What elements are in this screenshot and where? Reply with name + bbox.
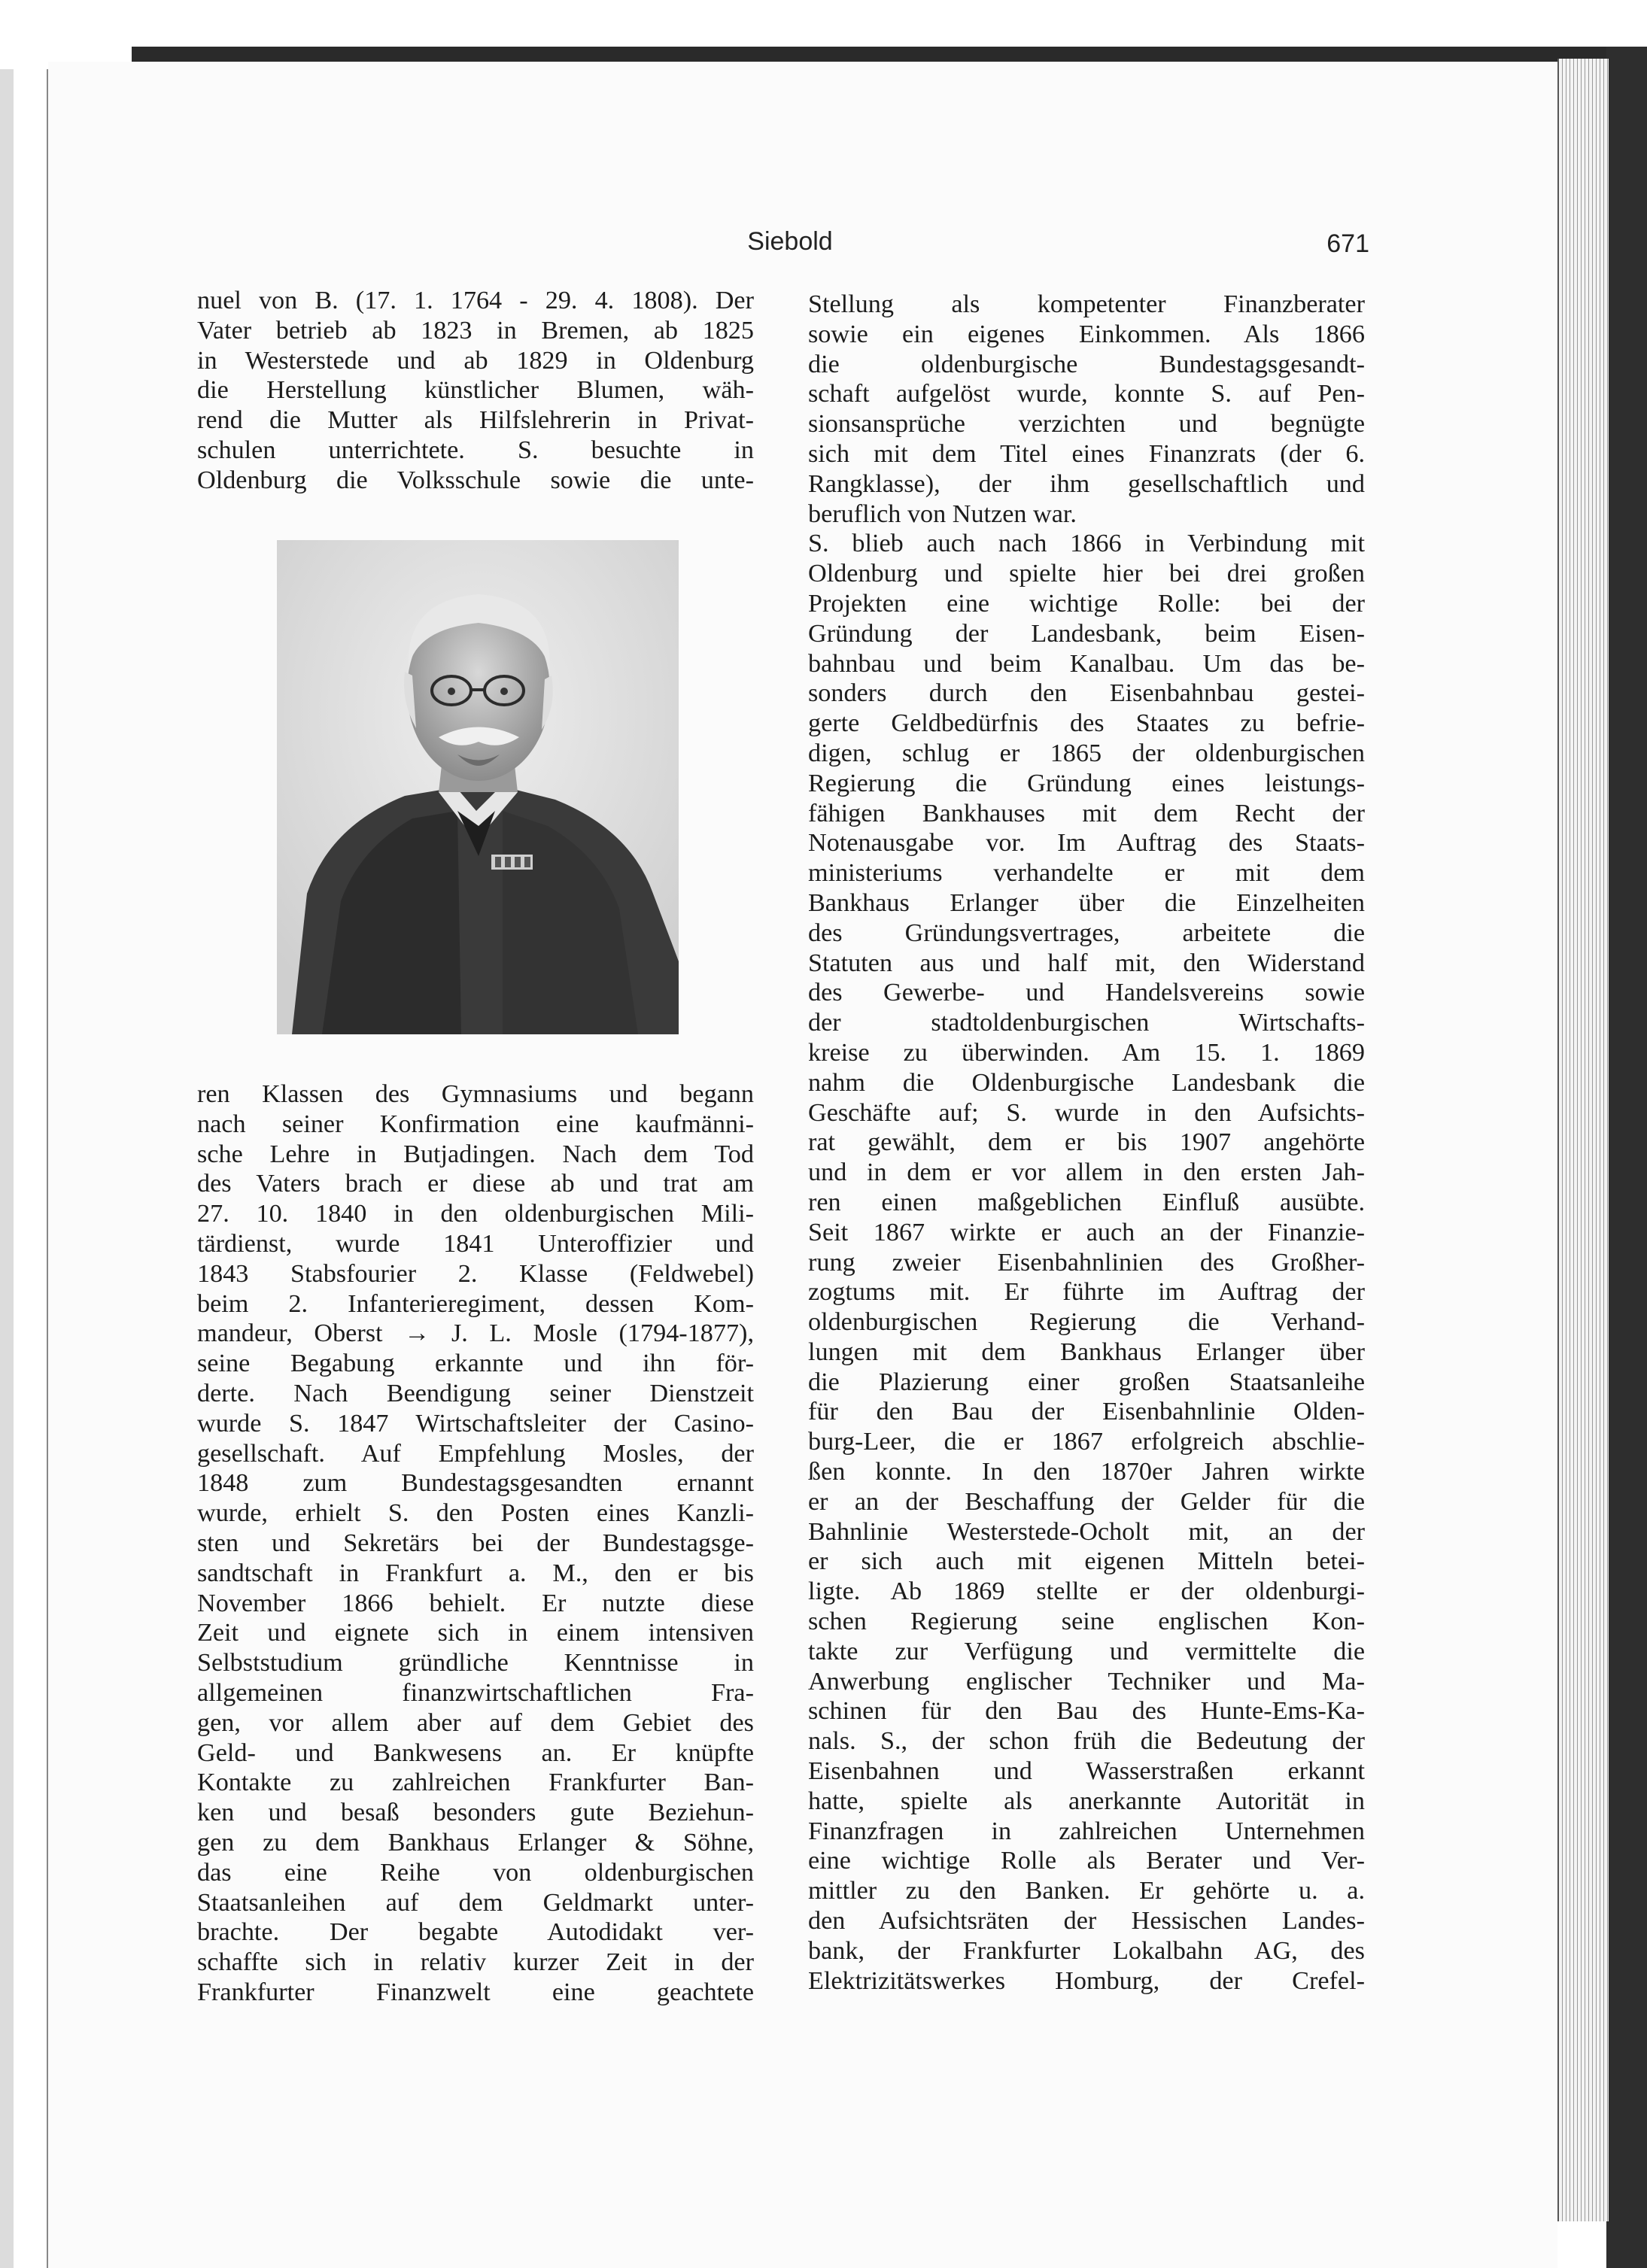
text-line: eine wichtige Rolle als Berater und Ver- <box>808 1847 1365 1875</box>
text-line: kreise zu überwinden. Am 15. 1. 1869 <box>808 1038 1365 1067</box>
text-line: sonders durch den Eisenbahnbau gestei- <box>808 679 1365 708</box>
portrait-photo-image <box>277 540 679 1034</box>
text-line: Regierung die Gründung eines leistungs- <box>808 769 1365 797</box>
text-line: Projekten eine wichtige Rolle: bei der <box>808 589 1365 618</box>
text-line: ligte. Ab 1869 stellte er der oldenburgi- <box>808 1577 1365 1606</box>
text-line: rung zweier Eisenbahnlinien des Großher- <box>808 1248 1365 1277</box>
book-cover-right-edge <box>1606 47 1647 2268</box>
text-line: ßen konnte. In den 1870er Jahren wirkte <box>808 1458 1365 1486</box>
text-line: ren einen maßgeblichen Einfluß ausübte. <box>808 1188 1365 1216</box>
text-line: zogtums mit. Er führte im Auftrag der <box>808 1278 1365 1307</box>
text-line: hatte, spielte als anerkannte Autorität in <box>808 1787 1365 1815</box>
text-line: tärdienst, wurde 1841 Unteroffizier und <box>197 1229 754 1258</box>
text-line: Elektrizitätswerkes Homburg, der Crefel- <box>808 1966 1365 1995</box>
text-line: schaft aufgelöst wurde, konnte S. auf Pen- <box>808 380 1365 408</box>
text-line: 27. 10. 1840 in den oldenburgischen Mili- <box>197 1200 754 1228</box>
text-line: Kontakte zu zahlreichen Frankfurter Ban- <box>197 1769 754 1797</box>
text-line: beruflich von Nutzen war. <box>808 499 1077 528</box>
text-line: allgemeinen finanzwirtschaftlichen Fra- <box>197 1678 754 1707</box>
text-line: des Gründungsvertrages, arbeitete die <box>808 918 1365 947</box>
text-line: sowie ein eigenes Einkommen. Als 1866 <box>808 320 1365 348</box>
text-line: Anwerbung englischer Techniker und Ma- <box>808 1667 1365 1696</box>
text-line: er an der Beschaffung der Gelder für die <box>808 1487 1365 1516</box>
text-line: er sich auch mit eigenen Mitteln betei- <box>808 1547 1365 1576</box>
text-line: in Westerstede und ab 1829 in Oldenburg <box>197 346 754 375</box>
text-line: Bahnlinie Westerstede-Ocholt mit, an der <box>808 1517 1365 1546</box>
text-line: schaffte sich in relativ kurzer Zeit in der <box>197 1948 754 1977</box>
text-line: gen zu dem Bankhaus Erlanger & Söhne, <box>197 1828 754 1857</box>
text-line: nuel von B. (17. 1. 1764 - 29. 4. 1808). Der <box>197 287 754 314</box>
text-line: den Aufsichtsräten der Hessischen Landes- <box>808 1907 1365 1936</box>
text-line: 1843 Stabsfourier 2. Klasse (Feldwebel) <box>197 1259 754 1288</box>
text-line: und in dem er vor allem in den ersten Jah- <box>808 1158 1365 1187</box>
text-line: Bankhaus Erlanger über die Einzelheiten <box>808 888 1365 917</box>
running-head: Siebold <box>747 227 833 256</box>
text-line: ren Klassen des Gymnasiums und begann <box>197 1080 754 1108</box>
left-column-top-text <box>197 286 754 496</box>
right-column-text <box>808 290 1365 1996</box>
text-line: digen, schlug er 1865 der oldenburgischen <box>808 739 1365 767</box>
text-line: rat gewählt, dem er bis 1907 angehörte <box>808 1128 1365 1157</box>
text-line: wurde, erhielt S. den Posten eines Kanzli- <box>197 1499 754 1528</box>
text-line: wurde S. 1847 Wirtschaftsleiter der Casino- <box>197 1409 754 1438</box>
text-line: ministeriums verhandelte er mit dem <box>808 859 1365 888</box>
text-line: Stellung als kompetenter Finanzberater <box>808 290 1365 318</box>
text-line: seine Begabung erkannte und ihn för- <box>197 1350 754 1378</box>
text-line: lungen mit dem Bankhaus Erlanger über <box>808 1337 1365 1366</box>
text-line: rend die Mutter als Hilfslehrerin in Privat- <box>197 406 754 435</box>
text-line: des Gewerbe- und Handelsvereins sowie <box>808 979 1365 1007</box>
text-line: Eisenbahnen und Wasserstraßen erkannt <box>808 1757 1365 1786</box>
portrait-photo <box>277 540 679 1034</box>
page-number: 671 <box>1326 229 1369 258</box>
text-line: bahnbau und beim Kanalbau. Um das be- <box>808 649 1365 678</box>
text-line: beim 2. Infanterieregiment, dessen Kom- <box>197 1289 754 1318</box>
left-column-bottom-text <box>197 1079 754 2008</box>
text-line: fähigen Bankhauses mit dem Recht der <box>808 799 1365 827</box>
text-line: Rangklasse), der ihm gesellschaftlich und <box>808 469 1365 498</box>
text-line: Statuten aus und half mit, den Widerstand <box>808 949 1365 977</box>
text-line: nahm die Oldenburgische Landesbank die <box>808 1068 1365 1097</box>
text-line: gesellschaft. Auf Empfehlung Mosles, der <box>197 1439 754 1468</box>
text-line: sche Lehre in Butjadingen. Nach dem Tod <box>197 1140 754 1168</box>
text-line: ken und besaß besonders gute Beziehun- <box>197 1799 754 1827</box>
text-line: nach seiner Konfirmation eine kaufmänni- <box>197 1110 754 1138</box>
text-line: derte. Nach Beendigung seiner Dienstzeit <box>197 1379 754 1407</box>
text-line: Oldenburg die Volksschule sowie die unte- <box>197 466 754 494</box>
text-line: nals. S., der schon früh die Bedeutung der <box>808 1727 1365 1756</box>
text-line: Frankfurter Finanzwelt eine geachtete <box>197 1978 754 2006</box>
text-line: Oldenburg und spielte hier bei drei großen <box>808 560 1365 588</box>
text-line: November 1866 behielt. Er nutzte diese <box>197 1589 754 1617</box>
text-line: schinen für den Bau des Hunte-Ems-Ka- <box>808 1697 1365 1726</box>
text-line: mandeur, Oberst → J. L. Mosle (1794-1877), <box>197 1319 754 1348</box>
text-line: Finanzfragen in zahlreichen Unternehmen <box>808 1817 1365 1845</box>
text-line: für den Bau der Eisenbahnlinie Olden- <box>808 1398 1365 1426</box>
text-line: bank, der Frankfurter Lokalbahn AG, des <box>808 1936 1365 1965</box>
text-line: Selbststudium gründliche Kenntnisse in <box>197 1649 754 1677</box>
text-line: des Vaters brach er diese ab und trat am <box>197 1170 754 1198</box>
text-line: Geld- und Bankwesens an. Er knüpfte <box>197 1738 754 1767</box>
text-line: sten und Sekretärs bei der Bundestagsge- <box>197 1529 754 1557</box>
text-line: gerte Geldbedürfnis des Staates zu befrie- <box>808 709 1365 738</box>
text-line: Geschäfte auf; S. wurde in den Aufsichts- <box>808 1098 1365 1127</box>
text-line: Seit 1867 wirkte er auch an der Finanzie- <box>808 1218 1365 1246</box>
text-line: die oldenburgische Bundestagsgesandt- <box>808 350 1365 378</box>
text-line: sionsansprüche verzichten und begnügte <box>808 410 1365 439</box>
text-line: Vater betrieb ab 1823 in Bremen, ab 1825 <box>197 316 754 345</box>
page-stack-edges <box>1557 59 1609 2221</box>
text-line: S. blieb auch nach 1866 in Verbindung mit <box>808 530 1365 558</box>
text-line: oldenburgischen Regierung die Verhand- <box>808 1308 1365 1337</box>
text-line: der stadtoldenburgischen Wirtschafts- <box>808 1009 1365 1037</box>
text-line: 1848 zum Bundestagsgesandten ernannt <box>197 1469 754 1498</box>
text-line: Gründung der Landesbank, beim Eisen- <box>808 619 1365 648</box>
text-line: Notenausgabe vor. Im Auftrag des Staats- <box>808 829 1365 858</box>
text-line: schulen unterrichtete. S. besuchte in <box>197 436 754 464</box>
text-line: sich mit dem Titel eines Finanzrats (der 6. <box>808 439 1365 468</box>
text-line: schen Regierung seine englischen Kon- <box>808 1608 1365 1636</box>
text-line: sandtschaft in Frankfurt a. M., den er bis <box>197 1559 754 1587</box>
facing-page-shadow <box>0 69 14 2268</box>
text-line: die Plazierung einer großen Staatsanleihe <box>808 1368 1365 1396</box>
text-line: burg-Leer, die er 1867 erfolgreich abschlie- <box>808 1428 1365 1456</box>
text-line: takte zur Verfügung und vermittelte die <box>808 1637 1365 1665</box>
text-line: brachte. Der begabte Autodidakt ver- <box>197 1918 754 1947</box>
text-line: die Herstellung künstlicher Blumen, wäh- <box>197 376 754 405</box>
text-line: das eine Reihe von oldenburgischen <box>197 1858 754 1887</box>
text-line: Zeit und eignete sich in einem intensiven <box>197 1619 754 1647</box>
text-line: Staatsanleihen auf dem Geldmarkt unter- <box>197 1888 754 1917</box>
text-line: gen, vor allem aber auf dem Gebiet des <box>197 1708 754 1737</box>
text-line: mittler zu den Banken. Er gehörte u. a. <box>808 1877 1365 1905</box>
